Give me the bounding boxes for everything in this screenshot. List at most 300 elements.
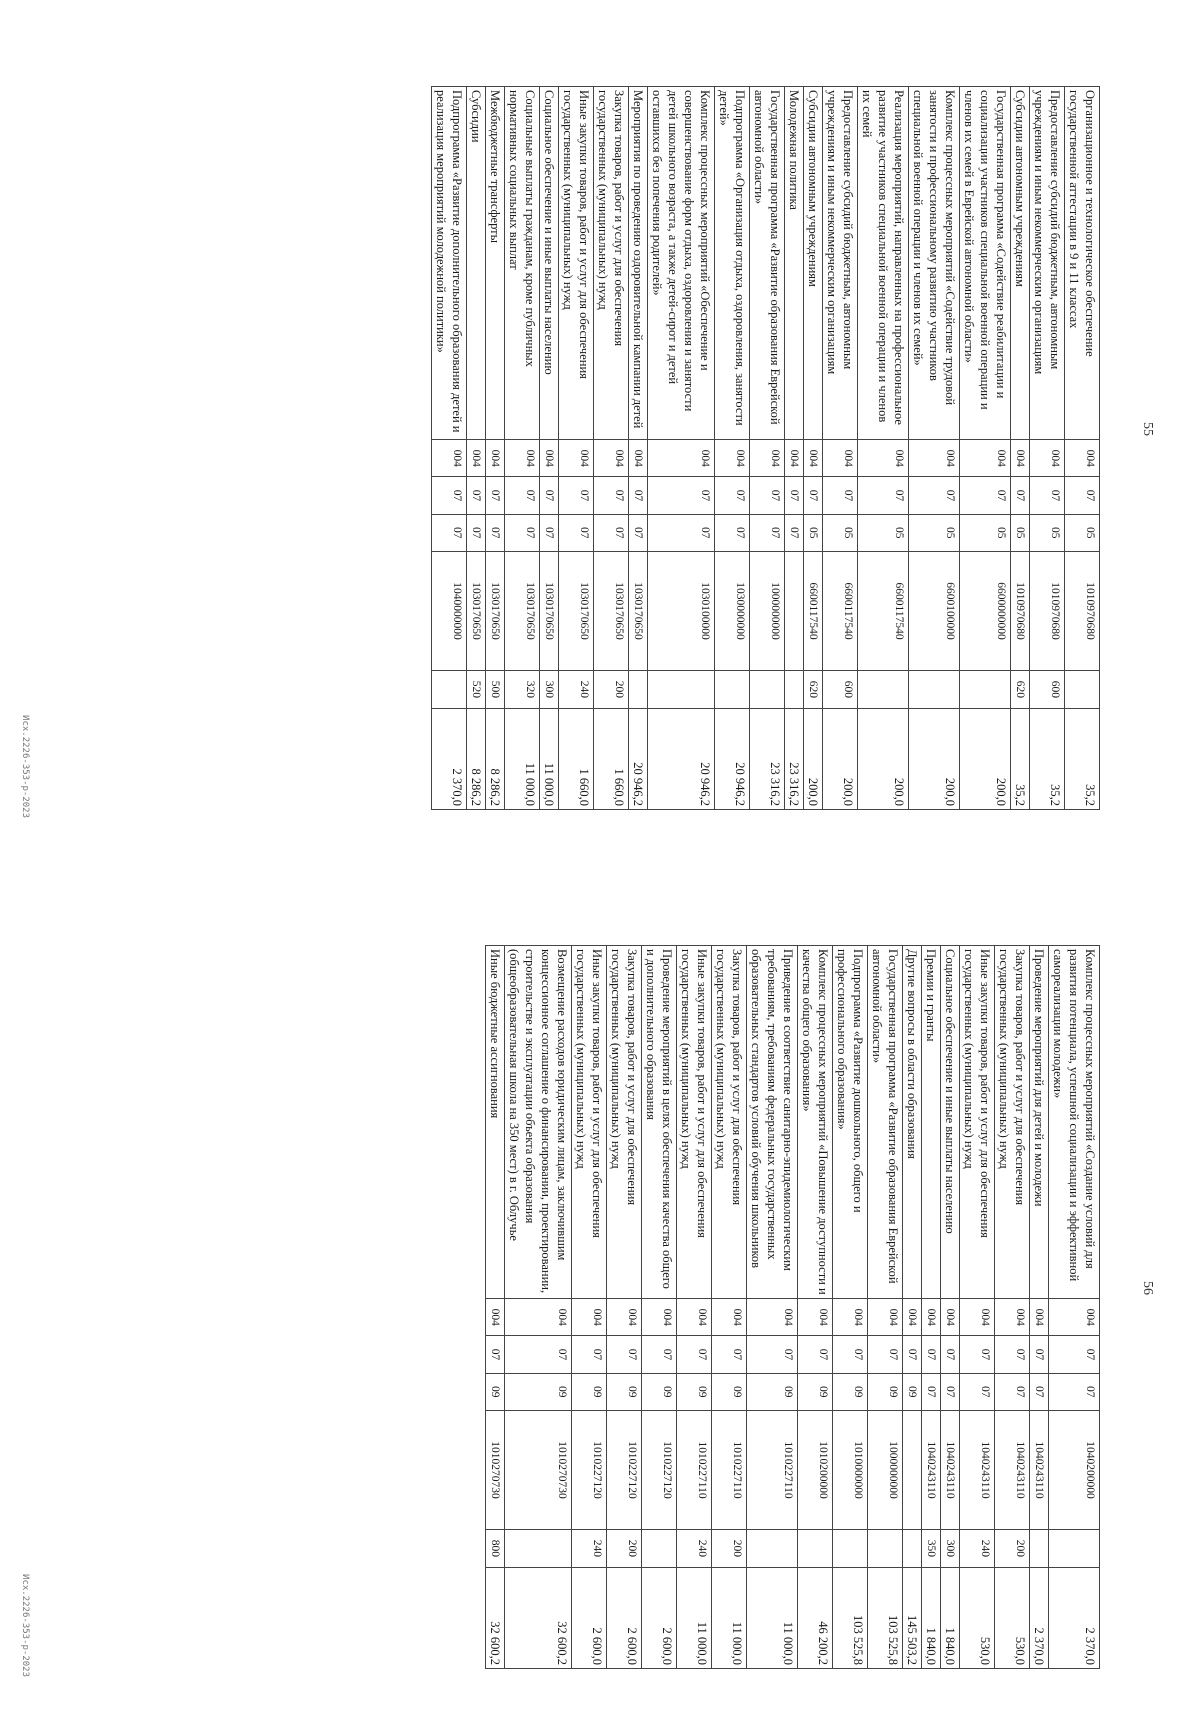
table-row	[486, 87, 505, 810]
section-code: 07	[648, 477, 715, 514]
expense-type-code: 200	[995, 1530, 1030, 1567]
ministry-code: 004	[804, 440, 823, 477]
ministry-code: 004	[798, 1299, 833, 1336]
subsection-code: 07	[1049, 1373, 1100, 1410]
subsection-code: 07	[648, 514, 715, 551]
section-code: 07	[642, 1336, 677, 1373]
subsection-code: 09	[747, 1373, 798, 1410]
target-article-code: 1030170650	[486, 551, 505, 670]
amount: 2 370,0	[1049, 1567, 1100, 1669]
expense-type-code	[629, 671, 648, 708]
amount: 530,0	[960, 1567, 995, 1669]
ministry-code: 004	[823, 440, 858, 477]
row-name: Проведение мероприятий для детей и молодежи	[1030, 946, 1049, 1299]
expense-type-code	[868, 1530, 903, 1567]
amount: 200,0	[858, 708, 909, 810]
expense-type-code	[715, 671, 750, 708]
expense-type-code: 600	[823, 671, 858, 708]
table-row	[941, 946, 960, 1669]
amount: 1 660,0	[594, 708, 629, 810]
section-code: 07	[486, 1336, 505, 1373]
expense-type-code: 800	[486, 1530, 505, 1567]
amount: 35,2	[1011, 708, 1030, 810]
ministry-code: 004	[1011, 440, 1030, 477]
ministry-code: 004	[432, 440, 467, 477]
table-row	[747, 946, 798, 1669]
amount: 2 370,0	[432, 708, 467, 810]
ministry-code: 004	[785, 440, 804, 477]
row-name: Государственная программа «Развитие образования Еврейской автономной области»	[750, 87, 785, 440]
row-name: Иные закупки товаров, работ и услуг для обеспечения государственных (муниципальных) нужд	[960, 946, 995, 1299]
target-article-code: 1010270730	[486, 1410, 505, 1529]
expense-type-code: 620	[804, 671, 823, 708]
subsection-code: 07	[750, 514, 785, 551]
subsection-code: 07	[467, 514, 486, 551]
target-article-code: 1010200000	[798, 1410, 833, 1529]
subsection-code: 07	[432, 514, 467, 551]
expense-type-code: 300	[941, 1530, 960, 1567]
ministry-code: 004	[858, 440, 909, 477]
section-code: 07	[747, 1336, 798, 1373]
section-code: 07	[785, 477, 804, 514]
table-row	[642, 946, 677, 1669]
subsection-code: 07	[715, 514, 750, 551]
subsection-code: 05	[858, 514, 909, 551]
row-name: Субсидии автономным учреждениям	[1011, 87, 1030, 440]
expense-type-code	[903, 1530, 922, 1567]
subsection-code: 07	[1030, 1373, 1049, 1410]
row-name: Другие вопросы в области образования	[903, 946, 922, 1299]
target-article-code: 1010227120	[572, 1410, 607, 1529]
ministry-code: 004	[868, 1299, 903, 1336]
row-name: Социальные выплаты гражданам, кроме публичных нормативных социальных выплат	[505, 87, 540, 440]
row-name: Реализация мероприятий, направленных на профессиональное развитие участников специальной военной операции и членов их семей	[858, 87, 909, 440]
section-code: 07	[960, 477, 1011, 514]
row-name: Проведение мероприятий в целях обеспечения качества общего и дополнительного образования	[642, 946, 677, 1299]
subsection-code: 07	[505, 514, 540, 551]
amount: 103 525,8	[833, 1567, 868, 1669]
subsection-code: 09	[486, 1373, 505, 1410]
table-row	[823, 87, 858, 810]
page-right	[0, 859, 1200, 1717]
expense-type-code: 500	[486, 671, 505, 708]
amount: 200,0	[804, 708, 823, 810]
ministry-code: 004	[648, 440, 715, 477]
table-row	[505, 87, 540, 810]
expense-type-code: 320	[505, 671, 540, 708]
ministry-code: 004	[747, 1299, 798, 1336]
amount: 11 000,0	[505, 708, 540, 810]
subsection-code: 05	[1011, 514, 1030, 551]
table-row	[960, 946, 995, 1669]
amount: 530,0	[995, 1567, 1030, 1669]
target-article-code: 1040000000	[432, 551, 467, 670]
table-row	[629, 87, 648, 810]
expense-type-code	[909, 671, 960, 708]
row-name: Субсидии автономным учреждениям	[804, 87, 823, 440]
ministry-code: 004	[712, 1299, 747, 1336]
subsection-code: 09	[505, 1373, 572, 1410]
expense-type-code	[642, 1530, 677, 1567]
section-code: 07	[903, 1336, 922, 1373]
row-name: Межбюджетные трансферты	[486, 87, 505, 440]
amount: 1 840,0	[941, 1567, 960, 1669]
document-stamp: Исх.2226-353-р-2023	[20, 1574, 30, 1677]
table-row	[804, 87, 823, 810]
ministry-code: 004	[1030, 440, 1065, 477]
row-name: Предоставление субсидий бюджетным, автономным учреждениям и иным некоммерческим организациям	[823, 87, 858, 440]
row-name: Комплекс процессных мероприятий «Обеспечение и совершенствование форм отдыха, оздоровления и занятости детей школьного возраста, а также детей-сирот и детей оставшихся без попечения родителей»	[648, 87, 715, 440]
section-code: 07	[798, 1336, 833, 1373]
expense-type-code	[1030, 1530, 1049, 1567]
table-row	[909, 87, 960, 810]
target-article-code: 6600117540	[804, 551, 823, 670]
subsection-code: 07	[486, 514, 505, 551]
expense-type-code: 240	[960, 1530, 995, 1567]
ministry-code: 004	[486, 440, 505, 477]
row-name: Иные закупки товаров, работ и услуг для обеспечения государственных (муниципальных) нужд	[572, 946, 607, 1299]
subsection-code: 07	[594, 514, 629, 551]
amount: 2 600,0	[572, 1567, 607, 1669]
table-row	[594, 87, 629, 810]
amount: 35,2	[1030, 708, 1065, 810]
target-article-code: 1010970680	[1030, 551, 1065, 670]
subsection-code: 05	[1030, 514, 1065, 551]
amount: 32 600,2	[505, 1567, 572, 1669]
target-article-code: 1040243110	[995, 1410, 1030, 1529]
section-code: 07	[715, 477, 750, 514]
amount: 23 316,2	[750, 708, 785, 810]
page-number: 55	[1140, 422, 1155, 436]
section-code: 07	[750, 477, 785, 514]
ministry-code: 004	[559, 440, 594, 477]
ministry-code: 004	[750, 440, 785, 477]
ministry-code: 004	[505, 440, 540, 477]
target-article-code: 1030100000	[648, 551, 715, 670]
amount: 46 200,2	[798, 1567, 833, 1669]
table-row	[1049, 946, 1100, 1669]
row-name: Социальное обеспечение и иные выплаты населению	[941, 946, 960, 1299]
expense-type-code: 240	[572, 1530, 607, 1567]
page-left	[0, 0, 1200, 858]
ministry-code: 004	[833, 1299, 868, 1336]
row-name: Государственная программа «Содействие реабилитации и социализации участников специальной военной операции и членов их семей в Еврейской автономной области»	[960, 87, 1011, 440]
target-article-code: 6600117540	[823, 551, 858, 670]
ministry-code: 004	[960, 440, 1011, 477]
ministry-code: 004	[909, 440, 960, 477]
row-name: Организационное и технологическое обеспечение государственной аттестации в 9 и 11 классах	[1065, 87, 1100, 440]
subsection-code: 07	[559, 514, 594, 551]
table-row	[1030, 87, 1065, 810]
subsection-code: 07	[922, 1373, 941, 1410]
table-row	[1011, 87, 1030, 810]
table-row	[833, 946, 868, 1669]
target-article-code	[785, 551, 804, 670]
amount: 2 600,0	[642, 1567, 677, 1669]
table-row	[960, 87, 1011, 810]
subsection-code: 05	[1065, 514, 1100, 551]
subsection-code: 05	[804, 514, 823, 551]
amount: 11 000,0	[747, 1567, 798, 1669]
table-row	[677, 946, 712, 1669]
table-row	[432, 87, 467, 810]
ministry-code: 004	[995, 1299, 1030, 1336]
row-name: Подпрограмма «Развитие дошкольного, общего и профессионального образования»	[833, 946, 868, 1299]
section-code: 07	[1030, 1336, 1049, 1373]
ministry-code: 004	[467, 440, 486, 477]
section-code: 07	[922, 1336, 941, 1373]
amount: 35,2	[1065, 708, 1100, 810]
amount: 23 316,2	[785, 708, 804, 810]
target-article-code: 1030000000	[715, 551, 750, 670]
row-name: Социальное обеспечение и иные выплаты населению	[540, 87, 559, 440]
table-row	[903, 946, 922, 1669]
ministry-code: 004	[572, 1299, 607, 1336]
expense-type-code	[1049, 1530, 1100, 1567]
target-article-code: 1040243110	[1030, 1410, 1049, 1529]
subsection-code: 09	[607, 1373, 642, 1410]
section-code: 07	[1049, 1336, 1100, 1373]
expense-type-code	[747, 1530, 798, 1567]
target-article-code: 1010227110	[747, 1410, 798, 1529]
amount: 145 503,2	[903, 1567, 922, 1669]
subsection-code: 09	[572, 1373, 607, 1410]
amount: 11 000,0	[677, 1567, 712, 1669]
ministry-code: 004	[677, 1299, 712, 1336]
document-stamp: Исх.2226-353-р-2023	[20, 715, 30, 818]
subsection-code: 09	[712, 1373, 747, 1410]
target-article-code: 1010270730	[505, 1410, 572, 1529]
row-name: Подпрограмма «Организация отдыха, оздоровления, занятости детей»	[715, 87, 750, 440]
section-code: 07	[868, 1336, 903, 1373]
target-article-code: 1040243110	[922, 1410, 941, 1529]
ministry-code: 004	[715, 440, 750, 477]
section-code: 07	[467, 477, 486, 514]
section-code: 07	[1011, 477, 1030, 514]
target-article-code: 1010227120	[607, 1410, 642, 1529]
target-article-code: 6600117540	[858, 551, 909, 670]
expense-type-code: 240	[677, 1530, 712, 1567]
subsection-code: 05	[823, 514, 858, 551]
amount: 20 946,2	[629, 708, 648, 810]
ministry-code: 004	[629, 440, 648, 477]
ministry-code: 004	[1030, 1299, 1049, 1336]
expense-type-code	[833, 1530, 868, 1567]
target-article-code: 1040243110	[960, 1410, 995, 1529]
target-article-code: 1010970680	[1011, 551, 1030, 670]
subsection-code: 09	[642, 1373, 677, 1410]
row-name: Предоставление субсидий бюджетным, автономным учреждениям и иным некоммерческим организациям	[1030, 87, 1065, 440]
target-article-code: 1000000000	[750, 551, 785, 670]
section-code: 07	[1030, 477, 1065, 514]
amount: 8 286,2	[467, 708, 486, 810]
subsection-code: 07	[540, 514, 559, 551]
ministry-code: 004	[505, 1299, 572, 1336]
section-code: 07	[1065, 477, 1100, 514]
subsection-code: 05	[960, 514, 1011, 551]
target-article-code: 1030170650	[540, 551, 559, 670]
row-name: Возмещение расходов юридическим лицам, заключившим концессионное соглашение о финансировании, проектировании, строительстве и эксплуатации объекта образования (общеобразовательная школа на 350 мест) в г. Облучье	[505, 946, 572, 1299]
table-row	[858, 87, 909, 810]
expense-type-code: 200	[712, 1530, 747, 1567]
amount: 20 946,2	[648, 708, 715, 810]
target-article-code: 1030170650	[629, 551, 648, 670]
table-row	[572, 946, 607, 1669]
amount: 200,0	[823, 708, 858, 810]
section-code: 07	[677, 1336, 712, 1373]
amount: 11 000,0	[540, 708, 559, 810]
ministry-code: 004	[540, 440, 559, 477]
table-row	[798, 946, 833, 1669]
table-row	[868, 946, 903, 1669]
subsection-code: 07	[629, 514, 648, 551]
expense-type-code	[798, 1530, 833, 1567]
amount: 32 600,2	[486, 1567, 505, 1669]
amount: 103 525,8	[868, 1567, 903, 1669]
row-name: Субсидии	[467, 87, 486, 440]
ministry-code: 004	[594, 440, 629, 477]
subsection-code: 09	[798, 1373, 833, 1410]
subsection-code: 07	[785, 514, 804, 551]
row-name: Закупка товаров, работ и услуг для обеспечения государственных (муниципальных) нужд	[995, 946, 1030, 1299]
ministry-code: 004	[960, 1299, 995, 1336]
expense-type-code: 520	[467, 671, 486, 708]
row-name: Комплекс процессных мероприятий «Содействие трудовой занятости и профессиональному развитию участников специальной военной операции и членов их семей»	[909, 87, 960, 440]
table-row	[785, 87, 804, 810]
subsection-code: 07	[995, 1373, 1030, 1410]
expense-type-code: 200	[594, 671, 629, 708]
section-code: 07	[712, 1336, 747, 1373]
section-code: 07	[960, 1336, 995, 1373]
expense-type-code	[960, 671, 1011, 708]
row-name: Молодежная политика	[785, 87, 804, 440]
expense-type-code: 300	[540, 671, 559, 708]
row-name: Иные закупки товаров, работ и услуг для обеспечения государственных (муниципальных) нужд	[559, 87, 594, 440]
ministry-code: 004	[903, 1299, 922, 1336]
section-code: 07	[607, 1336, 642, 1373]
section-code: 07	[594, 477, 629, 514]
ministry-code: 004	[607, 1299, 642, 1336]
section-code: 07	[559, 477, 594, 514]
section-code: 07	[804, 477, 823, 514]
target-article-code: 1010227120	[642, 1410, 677, 1529]
target-article-code: 1030170650	[467, 551, 486, 670]
row-name: Комплекс процессных мероприятий «Повышение доступности и качества общего образования»	[798, 946, 833, 1299]
row-name: Мероприятия по проведению оздоровительной кампании детей	[629, 87, 648, 440]
amount: 1 660,0	[559, 708, 594, 810]
section-code: 07	[995, 1336, 1030, 1373]
table-row	[559, 87, 594, 810]
amount: 200,0	[960, 708, 1011, 810]
section-code: 07	[540, 477, 559, 514]
subsection-code: 09	[833, 1373, 868, 1410]
target-article-code: 1040243110	[941, 1410, 960, 1529]
subsection-code: 05	[909, 514, 960, 551]
expense-type-code	[785, 671, 804, 708]
target-article-code: 1030170650	[559, 551, 594, 670]
subsection-code: 07	[960, 1373, 995, 1410]
budget-table	[431, 86, 1100, 810]
table-row	[715, 87, 750, 810]
target-article-code: 6600100000	[909, 551, 960, 670]
subsection-code: 07	[941, 1373, 960, 1410]
amount: 2 370,0	[1030, 1567, 1049, 1669]
table-row	[1065, 87, 1100, 810]
row-name: Иные бюджетные ассигнования	[486, 946, 505, 1299]
ministry-code: 004	[941, 1299, 960, 1336]
section-code: 07	[941, 1336, 960, 1373]
target-article-code: 1030170650	[594, 551, 629, 670]
table-row	[607, 946, 642, 1669]
section-code: 07	[823, 477, 858, 514]
amount: 11 000,0	[712, 1567, 747, 1669]
section-code: 07	[505, 1336, 572, 1373]
expense-type-code	[505, 1530, 572, 1567]
budget-table	[485, 945, 1100, 1669]
table-row	[922, 946, 941, 1669]
section-code: 07	[432, 477, 467, 514]
row-name: Государственная программа «Развитие образования Еврейской автономной области»	[868, 946, 903, 1299]
expense-type-code: 350	[922, 1530, 941, 1567]
expense-type-code: 240	[559, 671, 594, 708]
section-code: 07	[909, 477, 960, 514]
expense-type-code	[858, 671, 909, 708]
expense-type-code: 200	[607, 1530, 642, 1567]
target-article-code: 1040200000	[1049, 1410, 1100, 1529]
page-number: 56	[1140, 1281, 1155, 1295]
section-code: 07	[833, 1336, 868, 1373]
subsection-code: 09	[903, 1373, 922, 1410]
target-article-code: 1010000000	[833, 1410, 868, 1529]
ministry-code: 004	[642, 1299, 677, 1336]
row-name: Закупка товаров, работ и услуг для обеспечения государственных (муниципальных) нужд	[607, 946, 642, 1299]
row-name: Комплекс процессных мероприятий «Создание условий для развития потенциала, успешной социализации и эффективной самореализации молодежи»	[1049, 946, 1100, 1299]
amount: 200,0	[909, 708, 960, 810]
expense-type-code	[432, 671, 467, 708]
table-row	[995, 946, 1030, 1669]
expense-type-code	[750, 671, 785, 708]
table-row	[648, 87, 715, 810]
section-code: 07	[486, 477, 505, 514]
section-code: 07	[629, 477, 648, 514]
target-article-code: 6600000000	[960, 551, 1011, 670]
section-code: 07	[572, 1336, 607, 1373]
subsection-code: 09	[868, 1373, 903, 1410]
table-row	[505, 946, 572, 1669]
ministry-code: 004	[1065, 440, 1100, 477]
ministry-code: 004	[922, 1299, 941, 1336]
row-name: Премии и гранты	[922, 946, 941, 1299]
table-row	[1030, 946, 1049, 1669]
row-name: Закупка товаров, работ и услуг для обеспечения государственных (муниципальных) нужд	[712, 946, 747, 1299]
amount: 1 840,0	[922, 1567, 941, 1669]
table-row	[750, 87, 785, 810]
row-name: Иные закупки товаров, работ и услуг для обеспечения государственных (муниципальных) нужд	[677, 946, 712, 1299]
amount: 2 600,0	[607, 1567, 642, 1669]
target-article-code: 1030170650	[505, 551, 540, 670]
amount: 20 946,2	[715, 708, 750, 810]
row-name: Подпрограмма «Развитие дополнительного образования детей и реализация мероприятий молодежной политики»	[432, 87, 467, 440]
target-article-code: 1000000000	[868, 1410, 903, 1529]
target-article-code	[903, 1410, 922, 1529]
section-code: 07	[505, 477, 540, 514]
table-row	[540, 87, 559, 810]
expense-type-code: 620	[1011, 671, 1030, 708]
expense-type-code	[648, 671, 715, 708]
row-name: Приведение в соответствие санитарно-эпидемиологическим требованиям, требованиям федеральных государственных образовательных стандартов условий обучения школьников	[747, 946, 798, 1299]
target-article-code: 1010227110	[712, 1410, 747, 1529]
amount: 8 286,2	[486, 708, 505, 810]
